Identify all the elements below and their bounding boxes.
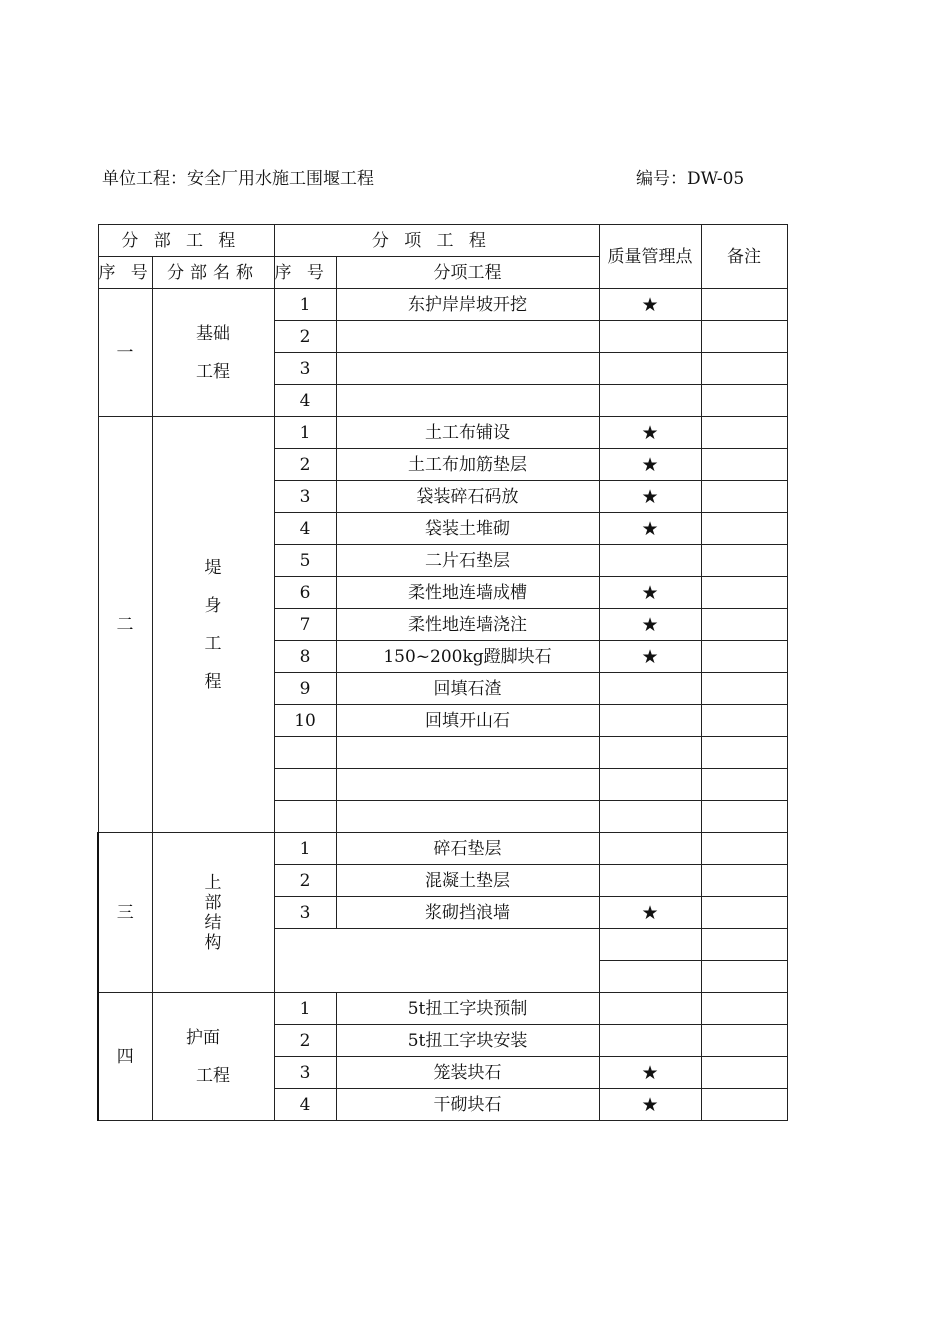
item-no: 1 bbox=[274, 289, 336, 321]
item-no: 2 bbox=[274, 321, 336, 353]
section-seq: 三 bbox=[98, 833, 152, 993]
item-no: 1 bbox=[274, 417, 336, 449]
item-name bbox=[336, 385, 599, 417]
quality-star bbox=[599, 353, 701, 385]
quality-star bbox=[599, 737, 701, 769]
remark-cell bbox=[701, 577, 787, 609]
remark-cell bbox=[701, 321, 787, 353]
item-name: 笼装块石 bbox=[336, 1057, 599, 1089]
item-no: 3 bbox=[274, 897, 336, 929]
quality-star: ★ bbox=[599, 417, 701, 449]
section-seq: 一 bbox=[98, 289, 152, 417]
item-name: 回填石渣 bbox=[336, 673, 599, 705]
remark-cell bbox=[701, 353, 787, 385]
section-name bbox=[152, 289, 274, 417]
quality-star bbox=[599, 801, 701, 833]
item-no: 1 bbox=[274, 833, 336, 865]
section-name-line: 构 bbox=[204, 932, 222, 953]
quality-star bbox=[599, 769, 701, 801]
remark-cell bbox=[701, 1089, 787, 1121]
remark-header: 备注 bbox=[701, 225, 787, 289]
remark-cell bbox=[701, 673, 787, 705]
table-row bbox=[98, 833, 787, 865]
item-no bbox=[274, 769, 336, 801]
item-no: 3 bbox=[274, 353, 336, 385]
item-name bbox=[336, 353, 599, 385]
section-name bbox=[152, 993, 274, 1121]
remark-cell bbox=[701, 417, 787, 449]
item-no: 3 bbox=[274, 481, 336, 513]
item-no: 7 bbox=[274, 609, 336, 641]
item-name-header: 分项工程 bbox=[336, 257, 599, 289]
remark-cell bbox=[701, 481, 787, 513]
section-name-line: 部 bbox=[204, 892, 222, 913]
header-row-1 bbox=[98, 225, 787, 257]
remark-cell bbox=[701, 609, 787, 641]
section-seq: 二 bbox=[98, 417, 152, 833]
remark-cell bbox=[701, 1057, 787, 1089]
merged-blank-cell bbox=[274, 929, 599, 993]
quality-star: ★ bbox=[599, 641, 701, 673]
table-row bbox=[98, 993, 787, 1025]
seq-header: 序号 bbox=[98, 257, 152, 289]
quality-star bbox=[599, 385, 701, 417]
remark-cell bbox=[701, 897, 787, 929]
item-name: 干砌块石 bbox=[336, 1089, 599, 1121]
item-name: 混凝土垫层 bbox=[336, 865, 599, 897]
quality-star bbox=[599, 545, 701, 577]
item-name: 土工布加筋垫层 bbox=[336, 449, 599, 481]
quality-star bbox=[599, 865, 701, 897]
item-no: 9 bbox=[274, 673, 336, 705]
item-no: 4 bbox=[274, 1089, 336, 1121]
fenbu-name-header: 分部名称 bbox=[152, 257, 274, 289]
section-name-line: 工程 bbox=[196, 1065, 230, 1086]
quality-star: ★ bbox=[599, 1089, 701, 1121]
item-no bbox=[274, 801, 336, 833]
section-name-line: 护面 bbox=[186, 1027, 220, 1048]
quality-star bbox=[599, 321, 701, 353]
item-name: 二片石垫层 bbox=[336, 545, 599, 577]
quality-star: ★ bbox=[599, 609, 701, 641]
quality-star: ★ bbox=[599, 1057, 701, 1089]
remark-cell bbox=[701, 513, 787, 545]
remark-cell bbox=[701, 1025, 787, 1057]
section-name-line: 身 bbox=[204, 595, 222, 616]
section-name-line: 上 bbox=[204, 872, 222, 893]
item-name: 东护岸岸坡开挖 bbox=[336, 289, 599, 321]
table-row bbox=[98, 417, 787, 449]
remark-cell bbox=[701, 801, 787, 833]
item-no: 10 bbox=[274, 705, 336, 737]
item-no: 1 bbox=[274, 993, 336, 1025]
item-no: 4 bbox=[274, 385, 336, 417]
quality-star: ★ bbox=[599, 513, 701, 545]
item-name: 150~200kg蹬脚块石 bbox=[336, 641, 599, 673]
quality-star bbox=[599, 1025, 701, 1057]
remark-cell bbox=[701, 865, 787, 897]
section-name bbox=[152, 417, 274, 833]
section-name-line: 程 bbox=[204, 671, 222, 692]
section-name-line: 工 bbox=[204, 633, 222, 654]
item-name: 5t扭工字块预制 bbox=[336, 993, 599, 1025]
item-no: 3 bbox=[274, 1057, 336, 1089]
item-name bbox=[336, 801, 599, 833]
item-name: 碎石垫层 bbox=[336, 833, 599, 865]
remark-cell bbox=[701, 737, 787, 769]
unit-project-title: 单位工程：安全厂用水施工围堰工程 bbox=[102, 169, 374, 189]
remark-cell bbox=[701, 449, 787, 481]
quality-star bbox=[599, 993, 701, 1025]
section-name-line: 堤 bbox=[204, 557, 222, 578]
quality-star: ★ bbox=[599, 577, 701, 609]
remark-cell bbox=[701, 641, 787, 673]
item-no: 2 bbox=[274, 449, 336, 481]
table-row bbox=[98, 289, 787, 321]
section-name-line: 工程 bbox=[196, 361, 230, 382]
fenbu-group-header: 分部工程 bbox=[98, 225, 274, 257]
item-no: 6 bbox=[274, 577, 336, 609]
section-name bbox=[152, 833, 274, 993]
quality-star bbox=[599, 673, 701, 705]
section-seq: 四 bbox=[98, 993, 152, 1121]
item-name: 浆砌挡浪墙 bbox=[336, 897, 599, 929]
item-name bbox=[336, 769, 599, 801]
seq2-header: 序号 bbox=[274, 257, 336, 289]
item-no: 2 bbox=[274, 865, 336, 897]
item-name: 回填开山石 bbox=[336, 705, 599, 737]
section-name-line: 结 bbox=[204, 912, 222, 933]
remark-cell bbox=[701, 929, 787, 961]
quality-star bbox=[599, 705, 701, 737]
item-name: 5t扭工字块安装 bbox=[336, 1025, 599, 1057]
item-no: 4 bbox=[274, 513, 336, 545]
item-no: 2 bbox=[274, 1025, 336, 1057]
item-name: 袋装碎石码放 bbox=[336, 481, 599, 513]
section-name-line: 基础 bbox=[196, 323, 230, 344]
quality-star: ★ bbox=[599, 289, 701, 321]
item-no bbox=[274, 737, 336, 769]
remark-cell bbox=[701, 705, 787, 737]
item-name: 柔性地连墙浇注 bbox=[336, 609, 599, 641]
remark-cell bbox=[701, 289, 787, 321]
remark-cell bbox=[701, 961, 787, 993]
item-name: 袋装土堆砌 bbox=[336, 513, 599, 545]
quality-star: ★ bbox=[599, 897, 701, 929]
item-name bbox=[336, 737, 599, 769]
quality-control-table bbox=[97, 224, 788, 1121]
item-name: 柔性地连墙成槽 bbox=[336, 577, 599, 609]
quality-cell bbox=[599, 929, 701, 961]
quality-star bbox=[599, 833, 701, 865]
quality-cell bbox=[599, 961, 701, 993]
item-no: 5 bbox=[274, 545, 336, 577]
document-code: 编号：DW-05 bbox=[636, 169, 745, 189]
quality-star: ★ bbox=[599, 481, 701, 513]
quality-point-header: 质量管理点 bbox=[599, 225, 701, 289]
remark-cell bbox=[701, 833, 787, 865]
quality-star: ★ bbox=[599, 449, 701, 481]
item-name bbox=[336, 321, 599, 353]
fenxiang-group-header: 分项工程 bbox=[274, 225, 599, 257]
remark-cell bbox=[701, 769, 787, 801]
item-no: 8 bbox=[274, 641, 336, 673]
remark-cell bbox=[701, 993, 787, 1025]
remark-cell bbox=[701, 545, 787, 577]
item-name: 土工布铺设 bbox=[336, 417, 599, 449]
remark-cell bbox=[701, 385, 787, 417]
